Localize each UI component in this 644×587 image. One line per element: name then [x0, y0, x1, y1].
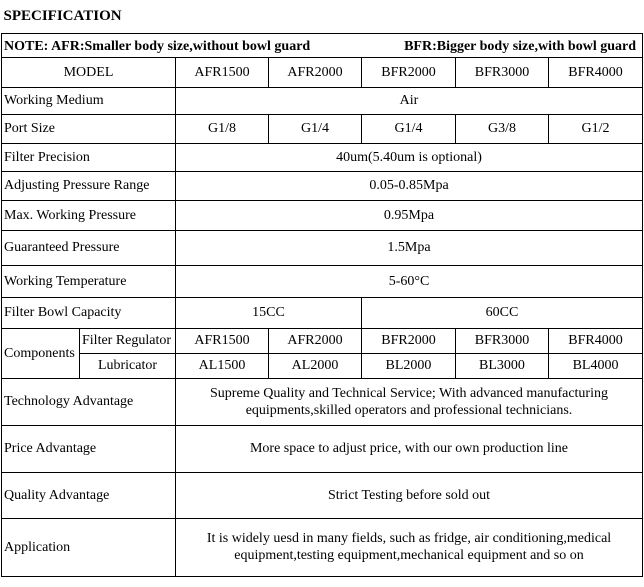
row-value: More space to adjust price, with our own production line	[176, 425, 643, 472]
filter-precision-row	[2, 143, 643, 171]
application-value	[176, 518, 643, 576]
port-size-row	[2, 114, 643, 143]
page-title: SPECIFICATION	[2, 0, 643, 33]
row-value: Strict Testing before sold out	[176, 472, 643, 518]
lubricator-cell: AL1500	[176, 353, 269, 378]
row-label: Quality Advantage	[2, 472, 176, 518]
filter-regulator-cell: BFR2000	[362, 328, 456, 353]
row-label: Working Medium	[2, 87, 176, 114]
note-left: NOTE: AFR:Smaller body size,without bowl guard	[4, 38, 311, 54]
row-value: 0.05-0.85Mpa	[176, 171, 643, 200]
application-line-2: equipment,testing equipment,mechanical equipment and so on	[234, 548, 584, 563]
row-value: 40um(5.40um is optional)	[176, 143, 643, 171]
components-filter-regulator-row	[2, 328, 643, 353]
row-label: Port Size	[2, 114, 176, 143]
model-cell: AFR2000	[269, 57, 362, 87]
filter-regulator-cell: BFR4000	[549, 328, 643, 353]
technology-value	[176, 378, 643, 425]
application-line-1: It is widely uesd in many fields, such as fridge, air conditioning,medical	[206, 531, 612, 546]
filter-regulator-label: Filter Regulator	[80, 328, 176, 353]
max-pressure-row	[2, 200, 643, 230]
guaranteed-pressure-row	[2, 230, 643, 265]
model-label: MODEL	[2, 57, 176, 87]
technology-line-1: Supreme Quality and Technical Service; With advanced manufacturing	[210, 385, 608, 401]
filter-regulator-cell: BFR3000	[456, 328, 549, 353]
lubricator-cell: BL4000	[549, 353, 643, 378]
adjusting-pressure-row	[2, 171, 643, 200]
model-cell: AFR1500	[176, 57, 269, 87]
row-label: Technology Advantage	[2, 378, 176, 425]
row-value: 0.95Mpa	[176, 200, 643, 230]
port-size-cell: G1/4	[269, 114, 362, 143]
row-label: Application	[2, 518, 176, 576]
note-row	[2, 33, 643, 57]
model-cell: BFR4000	[549, 57, 643, 87]
lubricator-label: Lubricator	[80, 353, 176, 378]
lubricator-cell: BL2000	[362, 353, 456, 378]
row-value: Air	[176, 87, 643, 114]
specification-table	[1, 0, 643, 577]
row-label: Working Temperature	[2, 265, 176, 297]
model-header-row	[2, 57, 643, 87]
working-temperature-row	[2, 265, 643, 297]
row-label: Adjusting Pressure Range	[2, 171, 176, 200]
filter-regulator-cell: AFR2000	[269, 328, 362, 353]
lubricator-cell: AL2000	[269, 353, 362, 378]
lubricator-cell: BL3000	[456, 353, 549, 378]
working-medium-row	[2, 87, 643, 114]
row-label: Price Advantage	[2, 425, 176, 472]
filter-regulator-cell: AFR1500	[176, 328, 269, 353]
bowl-capacity-large: 60CC	[362, 297, 643, 328]
components-lubricator-row	[2, 353, 643, 378]
row-label: Guaranteed Pressure	[2, 230, 176, 265]
bowl-capacity-row	[2, 297, 643, 328]
port-size-cell: G1/4	[362, 114, 456, 143]
row-value: 1.5Mpa	[176, 230, 643, 265]
row-label: Filter Bowl Capacity	[2, 297, 176, 328]
row-label: Filter Precision	[2, 143, 176, 171]
port-size-cell: G3/8	[456, 114, 549, 143]
row-label: Max. Working Pressure	[2, 200, 176, 230]
components-label: Components	[2, 328, 80, 378]
note-right: BFR:Bigger body size,with bowl guard	[404, 38, 637, 54]
row-value: 5-60°C	[176, 265, 643, 297]
model-cell: BFR2000	[362, 57, 456, 87]
technology-line-2: equipments,skilled operators and professional technicians.	[245, 402, 573, 418]
quality-row	[2, 472, 643, 518]
model-cell: BFR3000	[456, 57, 549, 87]
port-size-cell: G1/8	[176, 114, 269, 143]
technology-row	[2, 378, 643, 425]
bowl-capacity-small: 15CC	[176, 297, 362, 328]
price-row	[2, 425, 643, 472]
port-size-cell: G1/2	[549, 114, 643, 143]
application-row	[2, 518, 643, 576]
